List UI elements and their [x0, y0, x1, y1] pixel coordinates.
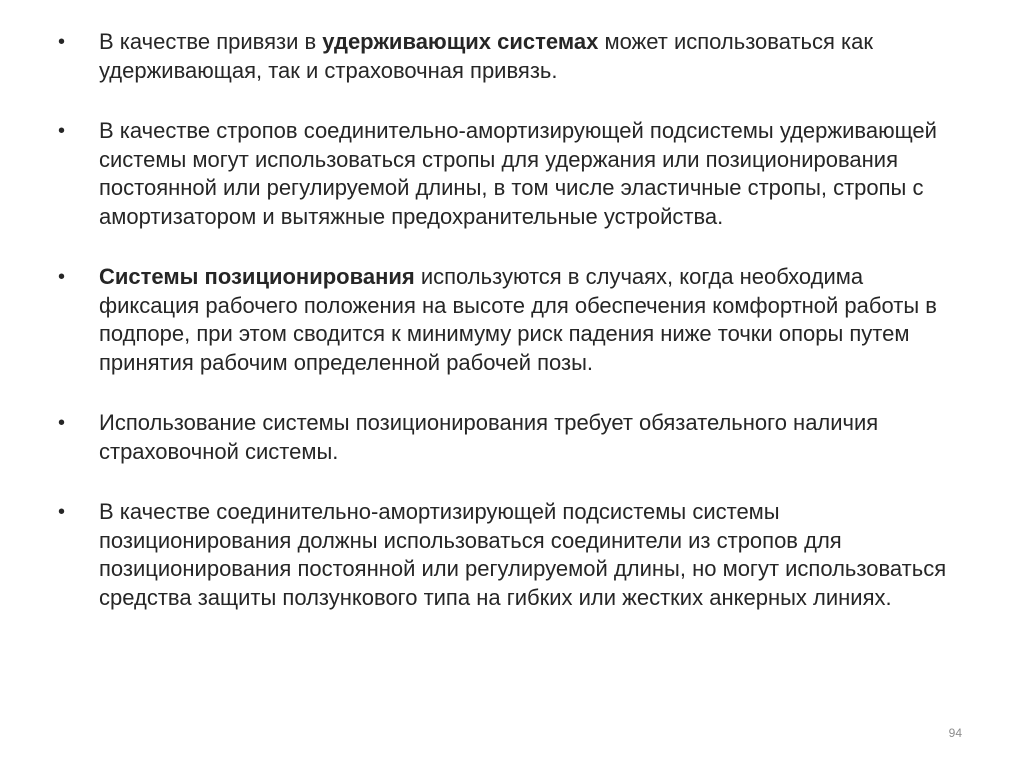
- bullet-text: Использование системы позиционирования требует обязательного наличия страховочной системы.: [99, 410, 879, 464]
- bullet-item: [58, 263, 968, 377]
- bullet-item: [58, 498, 968, 612]
- bullet-icon: •: [58, 120, 66, 142]
- page-number: 94: [948, 726, 962, 740]
- bullet-list: [58, 28, 968, 644]
- bullet-icon: •: [58, 412, 66, 434]
- bullet-item: [58, 117, 968, 231]
- bullet-item: [58, 28, 968, 85]
- bullet-text: может использоваться как удерживающая, так и страховочная привязь.: [99, 29, 874, 83]
- bullet-icon: •: [58, 31, 66, 53]
- bullet-text: В качестве соединительно-амортизирующей подсистемы системы позиционирования должны использоваться соединители из стропов для позиционирования постоянной или регулируемой длины, но могут использоваться средства защиты ползункового типа на гибких или жестких анкерных линиях.: [99, 499, 947, 610]
- bullet-icon: •: [58, 266, 66, 288]
- bullet-text: В качестве стропов соединительно-амортизирующей подсистемы удерживающей системы могут использоваться стропы для удержания или позиционирования постоянной или регулируемой длины, в том числе эластичные стропы, стропы с амортизатором и вытяжные предохранительные устройства.: [99, 118, 937, 229]
- bullet-text: используются в случаях, когда необходима фиксация рабочего положения на высоте для обеспечения комфортной работы в подпоре, при этом сводится к минимуму риск падения ниже точки опоры путем принятия рабочим определенной рабочей позы.: [99, 264, 937, 375]
- bullet-text: В качестве привязи в: [99, 29, 323, 54]
- bullet-bold-text: Системы позиционирования: [99, 264, 415, 289]
- bullet-bold-text: удерживающих системах: [322, 29, 599, 54]
- bullet-item: [58, 409, 968, 466]
- bullet-icon: •: [58, 501, 66, 523]
